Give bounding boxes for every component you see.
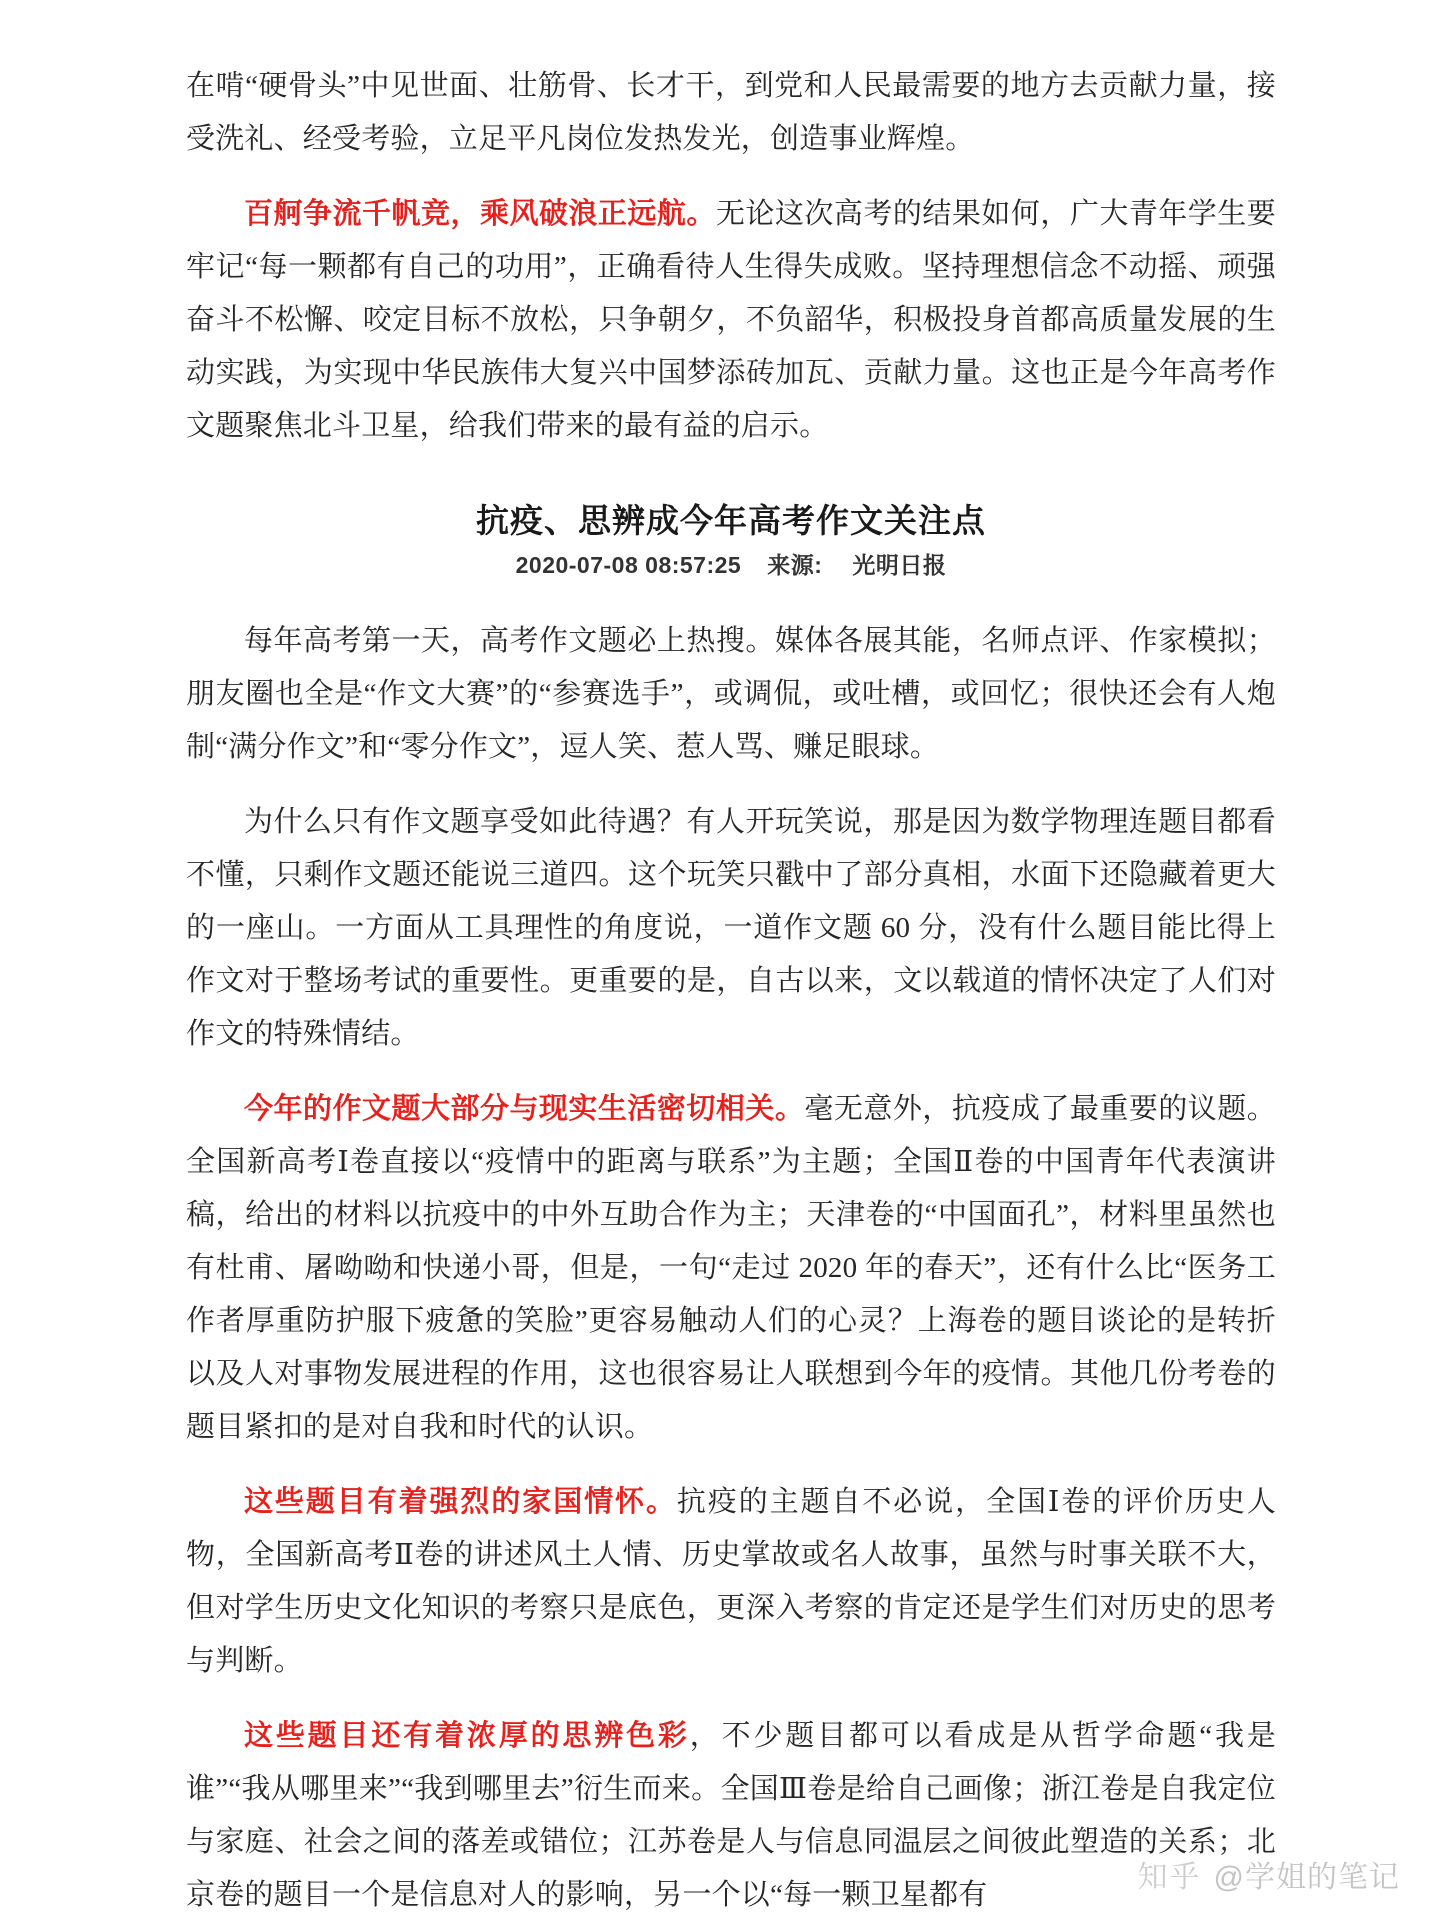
text-run: 毫无意外，抗疫成了最重要的议题。全国新高考Ⅰ卷直接以“疫情中的距离与联系”为主题；全国Ⅱ卷的中国青年代表演讲稿，给出的材料以抗疫中的中外互助合作为主；天津卷的“中国面孔”，材料里虽然也有杜甫、屠呦呦和快递小哥，但是，一句“走过 2020 年的春天”，还有什么比“医务工作者厚重防护服下疲惫的笑脸”更容易触动人们的心灵？上海卷的题目谈论的是转折以及人对事物发展进程的作用，这也很容易让人联想到今年的疫情。其他几份考卷的题目紧扣的是对自我和时代的认识。 [186, 1093, 1276, 1443]
text-run: ，不少题目都可以看成是从哲学命题“我是谁”“我从哪里来”“我到哪里去”衍生而来。全国Ⅲ卷是给自己画像；浙江卷是自我定位与家庭、社会之间的落差或错位；江苏卷是人与信息同温层之间彼此塑造的关系；北京卷的题目一个是信息对人的影响，另一个以“每一颗卫星都有 [186, 1720, 1276, 1911]
meta-gap [186, 585, 1276, 615]
highlight-lead-red: 百舸争流千帆竞，乘风破浪正远航。 [244, 198, 716, 230]
article-date: 2020-07-08 08:57:25 [515, 552, 742, 578]
paragraph-gap [186, 774, 1276, 796]
paragraph-gap [186, 1061, 1276, 1083]
zhihu-logo: 知乎 [1137, 1861, 1202, 1894]
paragraph-speculative [186, 1710, 1276, 1922]
source-label: 来源: [767, 552, 823, 578]
source-name: 光明日报 [852, 552, 947, 578]
article-meta [186, 545, 1276, 585]
text-run: 无论这次高考的结果如何，广大青年学生要牢记“每一颗都有自己的功用”，正确看待人生得失成败。坚持理想信念不动摇、顽强奋斗不松懈、咬定目标不放松，只争朝夕，不负韶华，积极投身首都高质量发展的生动实践，为实现中华民族伟大复兴中国梦添砖加瓦、贡献力量。这也正是今年高考作文题聚焦北斗卫星，给我们带来的最有益的启示。 [186, 198, 1276, 442]
text-run: 在啃“硬骨头”中见世面、壮筋骨、长才干，到党和人民最需要的地方去贡献力量，接受洗礼、经受考验，立足平凡岗位发热发光，创造事业辉煌。 [186, 70, 1276, 155]
text-run: 每年高考第一天，高考作文题必上热搜。媒体各展其能，名师点评、作家模拟；朋友圈也全是“作文大赛”的“参赛选手”，或调侃，或吐槽，或回忆；很快还会有人炮制“满分作文”和“零分作文”，逗人笑、惹人骂、赚足眼球。 [186, 625, 1276, 763]
highlight-lead-red: 这些题目还有着浓厚的思辨色彩 [244, 1720, 690, 1752]
watermark-handle: @学姐的笔记 [1213, 1861, 1400, 1894]
highlight-lead-red: 这些题目有着强烈的家国情怀。 [244, 1486, 677, 1518]
highlight-lead-red: 今年的作文题大部分与现实生活密切相关。 [244, 1093, 805, 1125]
paragraph-why-only [186, 796, 1276, 1061]
text-run: 为什么只有作文题享受如此待遇？有人开玩笑说，那是因为数学物理连题目都看不懂，只剩作文题还能说三道四。这个玩笑只戳中了部分真相，水面下还隐藏着更大的一座山。一方面从工具理性的角度说，一道作文题 60 分，没有什么题目能比得上作文对于整场考试的重要性。更重要的是，自古以来，文以载道的情怀决定了人们对作文的特殊情结。 [186, 806, 1276, 1050]
paragraph-gap [186, 1454, 1276, 1476]
paragraph-patriotic [186, 1476, 1276, 1688]
paragraph-gap [186, 1688, 1276, 1710]
document-body [186, 60, 1276, 1922]
watermark [1138, 1852, 1400, 1896]
paragraph-hard-bone [186, 60, 1276, 166]
paragraph-hundred-boats [186, 188, 1276, 453]
paragraph-gap [186, 166, 1276, 188]
article-title: 抗疫、思辨成今年高考作文关注点 [476, 504, 986, 540]
text-run: 抗疫的主题自不必说，全国Ⅰ卷的评价历史人物，全国新高考Ⅱ卷的讲述风土人情、历史掌故或名人故事，虽然与时事关联不大，但对学生历史文化知识的考察只是底色，更深入考察的肯定还是学生们对历史的思考与判断。 [186, 1486, 1276, 1677]
paragraph-this-year-topics [186, 1083, 1276, 1454]
section-gap [186, 453, 1276, 499]
paragraph-every-year [186, 615, 1276, 774]
